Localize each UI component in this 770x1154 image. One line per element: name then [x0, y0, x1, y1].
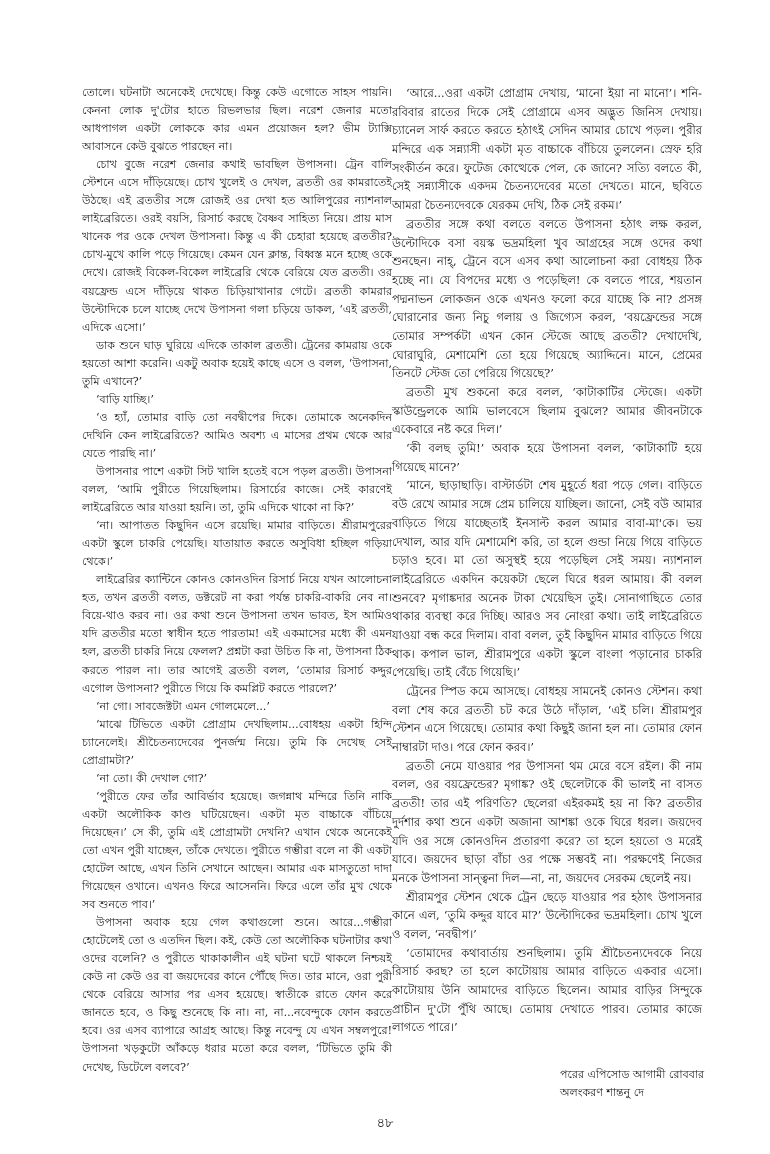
- paragraph: ডাক শুনে ঘাড় ঘুরিয়ে এদিকে তাকাল ব্রততী। ট্রেনের কামরায় ওকে হয়তো আশা করেনি। একটু অবাক হয়েই কাছে এসে ও বলল, ‘উপাসনা, তুমি এখানে?’: [82, 338, 392, 388]
- paragraph: ‘ও হ্যাঁ, তোমার বাড়ি তো নবদ্বীপের দিকে। তোমাকে অনেকদিন দেখিনি কেন লাইব্রেরিতে? আমিও অবশ্য এ মাসের প্রথম থেকে আর যেতে পারছি না।’: [82, 410, 392, 460]
- paragraph: তোলে। ঘটনাটা অনেকেই দেখেছে। কিন্তু কেউ এগোতে সাহস পায়নি। কেননা লোক দু'টোর হাতে রিভলভার ছিল। নরেশ জেনার মতো আধপাগল একটা লোককে কার এমন প্রয়োজন হল? ভীম ট্যাক্সি আবাসনে কেউ বুঝতে পারছেন না।: [82, 86, 392, 154]
- paragraph: ‘না। আপাতত কিছুদিন এসে রয়েছি। মামার বাড়িতে। শ্রীরামপুরের একটা স্কুলে চাকরি পেয়েছি। যাতায়াত করতে অসুবিধা হচ্ছিল গড়িয়া থেকে।’: [82, 519, 392, 569]
- illustration-credit: অলংকরণ শান্তনু দে: [560, 1086, 644, 1099]
- paragraph: ‘না গো। সাবজেক্টটা এমন গোলমেলে...’: [96, 699, 270, 713]
- paragraph: ব্রততীর সঙ্গে কথা বলতে বলতে উপাসনা হঠাৎ লক্ষ করল, উল্টোদিকে বসা বয়স্ক ভদ্রমহিলা খুব আগ্রহের সঙ্গে ওদের কথা শুনছেন। নাহ্, ট্রেনে বসে এসব কথা আলোচনা করা বোধহয় ঠিক হচ্ছে না। যে বিপদের মধ্যে ও পড়েছিল! কে বলতে পারে, শয়তান পদ্মনাভন লোকজন ওকে এখনও ফলো করে যাচ্ছে কি না? প্রসঙ্গ ঘোরানোর জন্য নিচু গলায় ও জিগ্যেস করল, ‘বয়ফ্রেন্ডের সঙ্গে তোমার সম্পর্কটা এখন কোন স্টেজে আছে ব্রততী? দেখাদেখি, ঘোরাঘুরি, মেশামেশি তো হয়ে গিয়েছে অ্যাদ্দিনে। মানে, প্রেমের তিনটে স্টেজ তো পেরিয়ে গিয়েছে?’: [392, 216, 702, 381]
- left-column: [82, 84, 392, 1077]
- paragraph: ট্রেনের স্পিড কমে আসছে। বোধহয় সামনেই কোনও স্টেশন। কথা বলা শেষ করে ব্রততী চট করে উঠে দাঁড়াল, ‘এই চলি। শ্রীরামপুর স্টেশন এসে গিয়েছে। তোমার কথা কিছুই জানা হল না। তোমার ফোন নাম্বারটা দাও। পরে ফোন করব।’: [392, 684, 702, 755]
- next-episode-note: পরের এপিসোড আগামী রোববার: [560, 1068, 705, 1081]
- paragraph: ‘মাঝে টিভিতে একটা প্রোগ্রাম দেখছিলাম...বোধহয় একটা হিন্দি চ্যানেলেই। শ্রীচৈতন্যদেবের পুনর্জন্ম নিয়ে। তুমি কি দেখেছ সেই প্রোগ্রামটা?’: [82, 717, 392, 767]
- right-column: [392, 84, 702, 1037]
- paragraph: চোখ বুজে নরেশ জেনার কথাই ভাবছিল উপাসনা। ট্রেন বালি স্টেশনে এসে দাঁড়িয়েছে। চোখ খুলেই ও দেখল, ব্রততী ওর কামরাতেই উঠছে। এই ব্রততীর সঙ্গে রোজই ওর দেখা হত আলিপুরের ন্যাশনাল লাইব্রেরিতে। ওরই বয়সি, রিসার্চ করছে বৈষ্ণব সাহিত্য নিয়ে। প্রায় মাস খানেক পর ওকে দেখল উপাসনা। কিন্তু এ কী চেহারা হয়েছে ব্রততীর? চোখ-মুখে কালি পড়ে গিয়েছে। কেমন যেন ক্লান্ত, বিধ্বস্ত মনে হচ্ছে ওকে দেখে। রোজই বিকেল-বিকেল লাইব্রেরি থেকে বেরিয়ে যেত ব্রততী। ওর বয়ফ্রেন্ড এসে দাঁড়িয়ে থাকত চিড়িয়াখানার গেটে। ব্রততী কামরার উল্টোদিকে চলে যাচ্ছে দেখে উপাসনা গলা চড়িয়ে ডাকল, ‘এই ব্রততী, এদিকে এসো।’: [82, 158, 392, 334]
- paragraph: ব্রততী মুখ শুকনো করে বলল, ‘কাটাকাটির স্টেজে। একটা স্কাউন্ড্রেলকে আমি ভালবেসে ছিলাম বুঝলে? আমার জীবনটাকে একেবারে নষ্ট করে দিল।’: [392, 385, 702, 437]
- paragraph: ‘কী বলছ তুমি!’ অবাক হয়ে উপাসনা বলল, ‘কাটাকাটি হয়ে গিয়েছে মানে?’: [392, 441, 702, 474]
- paragraph: উপাসনার পাশে একটা সিট খালি হতেই বসে পড়ল ব্রততী। উপাসনা বলল, ‘আমি পুরীতে গিয়েছিলাম। রিসার্চের কাজে। সেই কারণেই লাইব্রেরিতে আর যাওয়া হয়নি। তা, তুমি এদিকে থাকো না কি?’: [82, 464, 392, 515]
- paragraph: শ্রীরামপুর স্টেশন থেকে ট্রেন ছেড়ে যাওয়ার পর হঠাৎ উপাসনার কানে এল, ‘তুমি কদ্দুর যাবে মা?’ উল্টোদিকের ভদ্রমহিলা। চোখ খুলে ও বলল, ‘নবদ্বীপ।’: [392, 889, 702, 941]
- paragraph: উপাসনা অবাক হয়ে গেল কথাগুলো শুনে। আরে...গম্ভীরা হোটেলেই তো ও এতদিন ছিল। কই, কেউ তো অলৌকিক ঘটনাটার কথা ওদের বলেনি? ও পুরীতে থাকাকালীন এই ঘটনা ঘটে থাকলে নিশ্চয়ই কেউ না কেউ ওর বা জয়দেবের কানে পৌঁছে দিত। তার মানে, ওরা পুরী থেকে বেরিয়ে আসার পর এসব হয়েছে। স্বাতীকে রাতে ফোন করে জানতে হবে, ও কিছু শুনেছে কি না। না, না...নবেন্দুকে ফোন করতে হবে। ওর এসব ব্যাপারে আগ্রহ আছে। কিন্তু নবেন্দু যে এখন সম্বলপুরে! উপাসনা খড়কুটো আঁকড়ে ধরার মতো করে বলল, ‘টিভিতে তুমি কী দেখেছ, ডিটেলে বলবে?’: [82, 916, 392, 1074]
- paragraph: লাইব্রেরির ক্যান্টিনে কোনও কোনওদিন রিসার্চ নিয়ে যখন আলোচনা হত, তখন ব্রততী বলত, ডক্টরেট না করা পর্যন্ত চাকরি-বাকরি নেব না। বিয়ে-থাও করব না। ওর কথা শুনে উপাসনা তখন ভাবত, ইস আমিও যদি ব্রততীর মতো স্বাধীন হতে পারতাম! এই একমাসের মধ্যে কী এমন হল, ব্রততী চাকরি নিয়ে ফেলল? প্রশ্নটা করা উচিত কি না, উপাসনা ঠিক করতে পারল না। তার আগেই ব্রততী বলল, ‘তোমার রিসার্চ কদ্দুর এগোল উপাসনা? পুরীতে গিয়ে কি কমপ্লিট করতে পারলে?’: [82, 573, 392, 695]
- paragraph: ‘না তো। কী দেখাল গো?’: [96, 771, 208, 785]
- paragraph: ‘পুরীতে ফের তাঁর আবির্ভাব হয়েছে। জগন্নাথ মন্দিরে তিনি নাকি একটা অলৌকিক কাণ্ড ঘটিয়েছেন। একটা মৃত বাচ্চাকে বাঁচিয়ে দিয়েছেন।’ সে কী, তুমি এই প্রোগ্রামটা দেখনি? এখান থেকে অনেকেই তো এখন পুরী যাচ্ছেন, তাঁকে দেখতে। পুরীতে গম্ভীরা বলে না কী একটা হোটেল আছে, এখন তিনি সেখানে আছেন। আমার এক মাসতুতো দাদা গিয়েছেন ওখানে। এখনও ফিরে আসেননি। ফিরে এলে তাঁর মুখ থেকে সব শুনতে পাব।’: [82, 789, 392, 912]
- page-number: ৪৮: [376, 1116, 394, 1131]
- paragraph: ‘বাড়ি যাচ্ছি।’: [96, 392, 154, 406]
- paragraph: ‘তোমাদের কথাবার্তায় শুনছিলাম। তুমি শ্রীচৈতন্যদেবকে নিয়ে রিসার্চ করছ? তা হলে কাটোয়ায় আমার বাড়িতে একবার এসো। কাটোয়ায় উনি আমাদের বাড়িতে ছিলেন। আমার বাড়ির সিন্দুকে প্রাচীন দু'টো পুঁথি আছে। তোমায় দেখাতে পারব। তোমার কাজে লাগতে পারে।’: [392, 945, 702, 1035]
- paragraph: ‘আরে...ওরা একটা প্রোগ্রাম দেখায়, ‘মানো ইয়া না মানো’। শনি-রবিবার রাতের দিকে সেই প্রোগ্রামে এসব অদ্ভুত জিনিস দেখায়। চ্যানেল সার্ফ করতে করতে হঠাৎই সেদিন আমার চোখে পড়ল। পুরীর মন্দিরে এক সন্ন্যাসী একটা মৃত বাচ্চাকে বাঁচিয়ে তুললেন। স্রেফ হরি সংকীর্তন করে। ফুটেজ কোত্থেকে পেল, কে জানে? সত্যি বলতে কী, সেই সন্ন্যাসীকে একদম চৈতন্যদেবের মতো দেখতে। মানে, ছবিতে আমরা চৈতন্যদেবকে যেরকম দেখি, ঠিক সেই রকম।’: [392, 86, 702, 213]
- credits: [560, 1066, 704, 1102]
- paragraph: ‘মানে, ছাড়াছাড়ি। বাস্টার্ডটা শেষ মুহূর্তে ধরা পড়ে গেল। বাড়িতে বউ রেখে আমার সঙ্গে প্রেম চালিয়ে যাচ্ছিল। জানো, সেই বউ আমার বাড়িতে গিয়ে যাচ্ছেতাই ইনসাল্ট করল আমার বাবা-মা'কে। ভয় দেখাল, আর যদি মেশামেশি করি, তা হলে গুন্ডা নিয়ে গিয়ে বাড়িতে চড়াও হবে। মা তো অসুস্থই হয়ে পড়েছিল সেই সময়। ন্যাশনাল লাইব্রেরিতে একদিন কয়েকটা ছেলে ঘিরে ধরল আমায়। কী বলল শুনবে? মৃগাঙ্কদার অনেক টাকা খেয়েছিস তুই। সোনাগাছিতে তোর থাকার ব্যবস্থা করে দিচ্ছি। আরও সব নোংরা কথা। তাই লাইব্রেরিতে যাওয়া বন্ধ করে দিলাম। বাবা বলল, তুই কিছুদিন মামার বাড়িতে গিয়ে থাক। কপাল ভাল, শ্রীরামপুরে একটা স্কুলে বাংলা পড়ানোর চাকরি পেয়েছি। তাই বেঁচে গিয়েছি।’: [392, 478, 702, 680]
- paragraph: ব্রততী নেমে যাওয়ার পর উপাসনা থম মেরে বসে রইল। কী নাম বলল, ওর বয়ফ্রেন্ডের? মৃগাঙ্ক? ওই ছেলেটাকে কী ভালই না বাসত ব্রততী! তার এই পরিণতি? ছেলেরা এইরকমই হয় না কি? ব্রততীর দুর্দশার কথা শুনে একটা অজানা আশঙ্কা ওকে ঘিরে ধরল। জয়দেব যদি ওর সঙ্গে কোনওদিন প্রতারণা করে? তা হলে হয়তো ও মরেই যাবে। জয়দেব ছাড়া বাঁচা ওর পক্ষে সম্ভবই না। পরক্ষণেই নিজের মনকে উপাসনা সান্ত্বনা দিল—না, না, জয়দেব সেরকম ছেলেই নয়।: [392, 758, 702, 885]
